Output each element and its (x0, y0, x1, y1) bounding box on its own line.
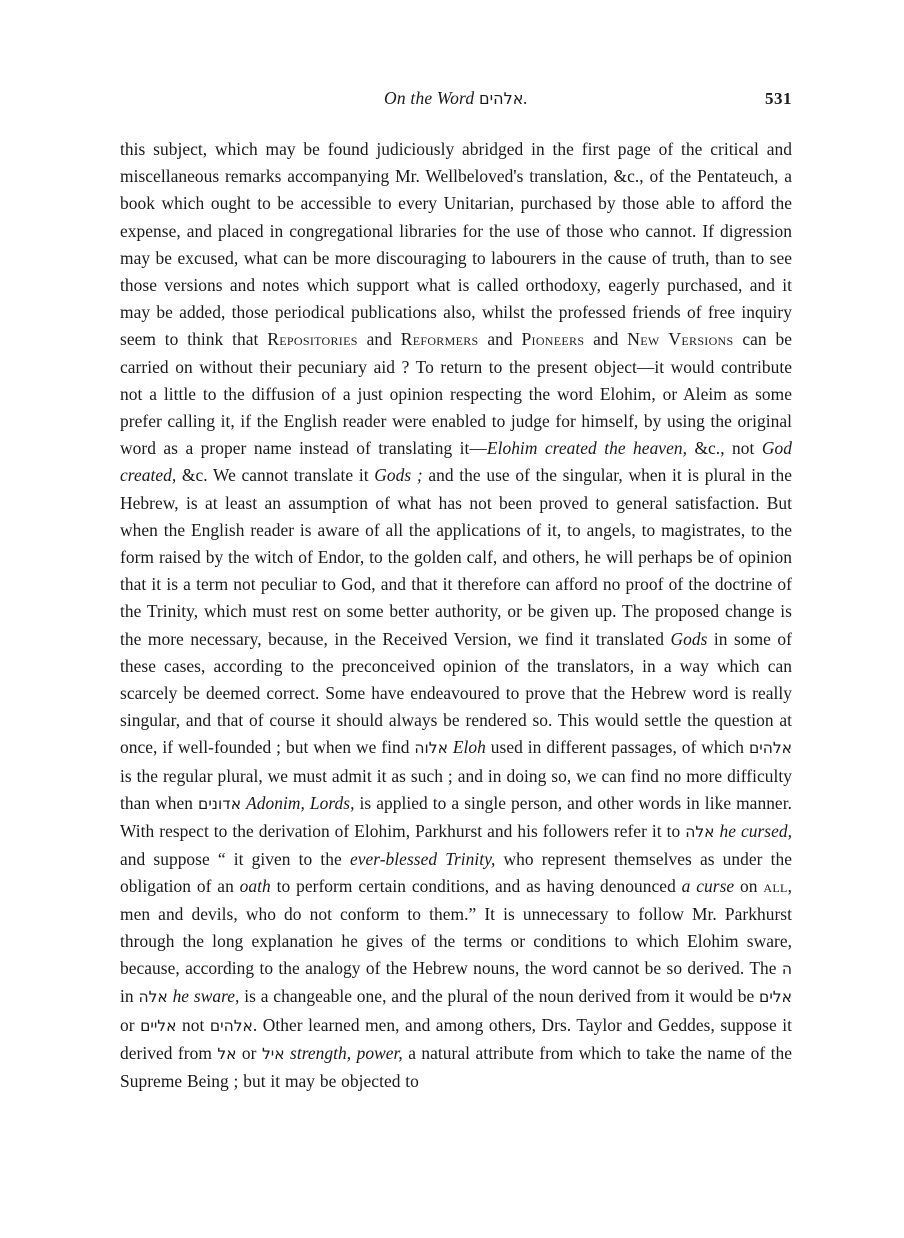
body-text (120, 136, 792, 1095)
page-number: 531 (765, 89, 792, 108)
main-paragraph: this subject, which may be found judiciously abridged in the first page of the critical and miscellaneous remarks accompanying Mr. Wellbeloved's translation, &c., of the Pentateuch, a book which ought to be accessible to every Unitarian, purchased by those able to afford the expense, and placed in congregational libraries for the use of those who cannot. If digression may be excused, what can be more discouraging to labourers in the cause of truth, than to see those versions and notes which support what is called orthodoxy, eagerly purchased, and it may be added, those periodical publications also, whilst the professed friends of free inquiry seem to think that Repositories and Reformers and Pioneers and New Versions can be carried on without their pecuniary aid ? To return to the present object—it would contribute not a little to the diffusion of a just opinion respecting the word Elohim, or Aleim as some prefer calling it, if the English reader were enabled to judge for himself, by using the original word as a proper name instead of translating it—Elohim created the heaven, &c., not God created, &c. We cannot translate it Gods ; and the use of the singular, when it is plural in the Hebrew, is at least an assumption of what has not been proved to general satisfaction. But when the English reader is aware of all the applications of it, to angels, to magistrates, to the form raised by the witch of Endor, to the golden calf, and others, he will perhaps be of opinion that it is a term not peculiar to God, and that it therefore can afford no proof of the doctrine of the Trinity, which must rest on some better authority, or be given up. The proposed change is the more necessary, because, in the Received Version, we find it translated Gods in some of these cases, according to the preconceived opinion of the translators, in a way which can scarcely be deemed correct. Some have endeavoured to prove that the Hebrew word is really singular, and that of course it should always be rendered so. This would settle the question at once, if well-founded ; but when we find אלוה Eloh used in different passages, of which אלהים is the regular plural, we must admit it as such ; and in doing so, we can find no more difficulty than when אדונים Adonim, Lords, is applied to a single person, and other words in like manner. With respect to the derivation of Elohim, Parkhurst and his followers refer it to אלה he cursed, and suppose “ it given to the ever-blessed Trinity, who represent themselves as under the obligation of an oath to perform certain conditions, and as having denounced a curse on all, men and devils, who do not conform to them.” It is unnecessary to follow Mr. Parkhurst through the long explanation he gives of the terms or conditions to which Elohim sware, because, according to the analogy of the Hebrew nouns, the word cannot be so derived. The ה in אלה he sware, is a changeable one, and the plural of the noun derived from it would be אלים or אליים not אלהים. Other learned men, and among others, Drs. Taylor and Geddes, suppose it derived from אל or איל strength, power, a natural attribute from which to take the name of the Supreme Being ; but it may be objected to (120, 139, 793, 1091)
running-head-prefix: On the Word (384, 88, 479, 108)
running-head-hebrew-word: אלהים (478, 89, 524, 108)
running-head-suffix: . (523, 88, 528, 108)
running-head (120, 88, 792, 109)
page-header (120, 88, 792, 122)
